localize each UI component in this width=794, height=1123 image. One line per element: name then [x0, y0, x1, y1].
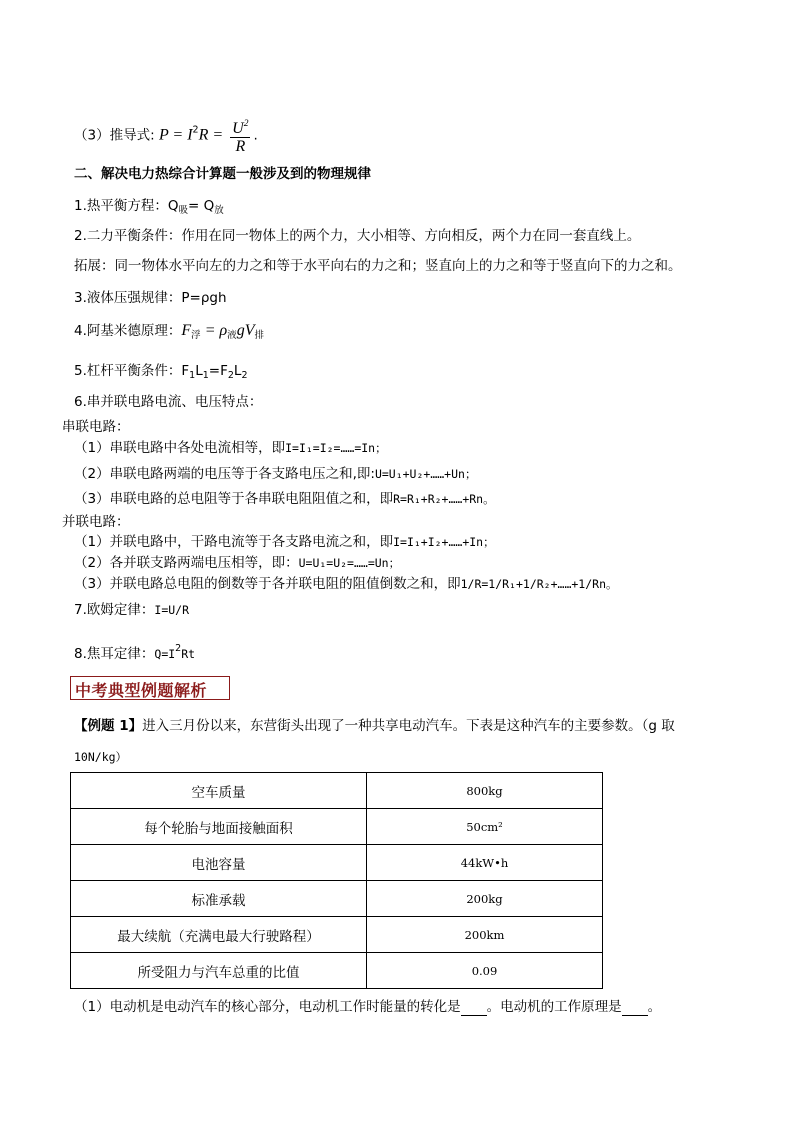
parallel-rule-3 — [74, 575, 618, 593]
parallel-rule-1 — [74, 533, 495, 551]
law-8-sup: 2 — [175, 643, 182, 654]
law-4-gV: gV — [236, 322, 255, 339]
series-rule-2-formula: U=U₁+U₂+……+Un； — [374, 467, 477, 481]
parallel-rule-3-formula: 1/R=1/R₁+1/R₂+……+1/Rn。 — [460, 577, 618, 591]
series-rule-3-text: （3）串联电路的总电阻等于各串联电阻阻值之和，即 — [74, 491, 394, 507]
series-rule-3 — [74, 490, 495, 508]
example-1-line — [74, 717, 675, 735]
formula-p: P — [158, 126, 169, 144]
param-value-cell: 200kg — [367, 881, 603, 917]
table-row — [71, 845, 603, 881]
law-1-text: 1.热平衡方程：Q — [74, 198, 179, 214]
parallel-rule-1-text: （1）并联电路中，干路电流等于各支路电流之和，即 — [74, 534, 394, 550]
law-4-rho-sub: 液 — [227, 330, 237, 341]
series-rule-1-text: （1）串联电路中各处电流相等，即 — [74, 440, 286, 456]
formula-eq2: = — [208, 126, 228, 144]
param-name-cell: 所受阻力与汽车总重的比值 — [71, 953, 367, 989]
law-4-F-sub: 浮 — [191, 330, 201, 341]
law-4 — [74, 322, 264, 345]
table-row — [71, 881, 603, 917]
series-rule-3-formula: R=R₁+R₂+……+Rn。 — [393, 492, 495, 506]
param-value-cell: 50cm² — [367, 809, 603, 845]
param-value-cell: 44kW•h — [367, 845, 603, 881]
formula-eq: = — [168, 126, 188, 144]
law-7 — [74, 601, 189, 619]
question-1-text-b: 。电动机的工作原理是 — [486, 999, 622, 1015]
parallel-title: 并联电路： — [62, 514, 130, 530]
param-value-cell: 0.09 — [367, 953, 603, 989]
example-text: 进入三月份以来，东营街头出现了一种共享电动汽车。下表是这种汽车的主要参数。（g 取 — [142, 718, 675, 734]
law-5-sub2: 1 — [202, 370, 209, 381]
law-8-text: 8.焦耳定律： — [74, 646, 155, 662]
frac-sup: 2 — [243, 119, 249, 129]
formula-end: . — [253, 127, 258, 144]
answer-blank-1[interactable] — [461, 1001, 487, 1016]
frac-numerator: U — [232, 120, 244, 137]
table-row — [71, 809, 603, 845]
law-6: 6.串并联电路电流、电压特点： — [74, 394, 263, 410]
parallel-rule-2 — [74, 554, 400, 572]
law-7-text: 7.欧姆定律： — [74, 602, 155, 618]
law-4-V-sub: 排 — [254, 330, 264, 341]
derived-prefix: （3）推导式: — [74, 127, 155, 144]
param-name-cell: 标准承载 — [71, 881, 367, 917]
param-name-cell: 电池容量 — [71, 845, 367, 881]
law-5-sub1: 1 — [189, 370, 196, 381]
param-name-cell: 每个轮胎与地面接触面积 — [71, 809, 367, 845]
law-8 — [74, 640, 195, 663]
law-1-sub-absorb: 吸 — [178, 205, 189, 216]
question-1-text-a: （1）电动机是电动汽车的核心部分，电动机工作时能量的转化是 — [74, 999, 461, 1015]
param-name-cell: 空车质量 — [71, 773, 367, 809]
formula-sup: 2 — [192, 124, 199, 136]
law-4-text: 4.阿基米德原理： — [74, 323, 182, 339]
param-value-cell: 200km — [367, 917, 603, 953]
section-title: 中考典型例题解析 — [75, 681, 208, 700]
law-1 — [74, 197, 224, 220]
series-title: 串联电路： — [62, 419, 130, 435]
formula-i: I — [187, 126, 193, 144]
question-1 — [74, 998, 661, 1016]
law-5-sub4: 2 — [241, 370, 248, 381]
answer-blank-2[interactable] — [622, 1001, 648, 1016]
law-5 — [74, 362, 247, 385]
law-4-eq: = — [200, 322, 220, 339]
law-5-text: 5.杠杆平衡条件：F — [74, 363, 190, 379]
table-row — [71, 953, 603, 989]
law-8-formula-b: Rt — [181, 647, 196, 661]
law-5-sub3: 2 — [227, 370, 234, 381]
law-4-F: F — [181, 322, 192, 339]
parallel-rule-2-text: （2）各并联支路两端电压相等，即： — [74, 555, 299, 571]
law-7-formula: I=U/R — [154, 603, 190, 617]
law-4-rho: ρ — [219, 322, 228, 339]
series-rule-1-formula: I=I₁=I₂=……=In； — [285, 441, 387, 455]
section-title-box — [70, 676, 230, 700]
derived-formula-line — [74, 116, 258, 155]
table-row — [71, 917, 603, 953]
parallel-rule-1-formula: I=I₁+I₂+……+In； — [393, 535, 495, 549]
table-row — [71, 773, 603, 809]
parallel-rule-2-formula: U=U₁=U₂=……=Un； — [298, 556, 401, 570]
formula-r: R — [198, 126, 209, 144]
law-3: 3.液体压强规律：P=ρgh — [74, 290, 227, 306]
example-label: 【例题 1】 — [74, 718, 143, 734]
series-rule-2 — [74, 465, 476, 483]
example-1-line-2: 10N/kg） — [74, 750, 128, 764]
law-2-extension: 拓展：同一物体水平向左的力之和等于水平向右的力之和；竖直向上的力之和等于竖直向下的力之和。 — [74, 258, 682, 274]
section-heading-2: 二、解决电力热综合计算题一般涉及到的物理规律 — [74, 166, 371, 182]
law-5-L2: L — [233, 363, 242, 379]
law-2: 2.二力平衡条件：作用在同一物体上的两个力，大小相等、方向相反，两个力在同一套直线上。 — [74, 228, 641, 244]
param-name-cell: 最大续航（充满电最大行驶路程） — [71, 917, 367, 953]
series-rule-2-text: （2）串联电路两端的电压等于各支路电压之和,即: — [74, 466, 375, 482]
law-1-sub-release: 放 — [214, 205, 224, 216]
series-rule-1 — [74, 439, 387, 457]
parallel-rule-3-text: （3）并联电路总电阻的倒数等于各并联电阻的阻值倒数之和，即 — [74, 576, 461, 592]
vehicle-parameters-table — [70, 772, 603, 989]
question-1-text-c: 。 — [647, 999, 662, 1015]
param-value-cell: 800kg — [367, 773, 603, 809]
formula-fraction — [230, 116, 250, 155]
law-5-eq: =F — [208, 363, 228, 379]
frac-denominator: R — [235, 138, 246, 155]
law-8-formula-a: Q=I — [154, 647, 176, 661]
law-1-mid: = Q — [188, 198, 215, 214]
law-5-L1: L — [195, 363, 203, 379]
